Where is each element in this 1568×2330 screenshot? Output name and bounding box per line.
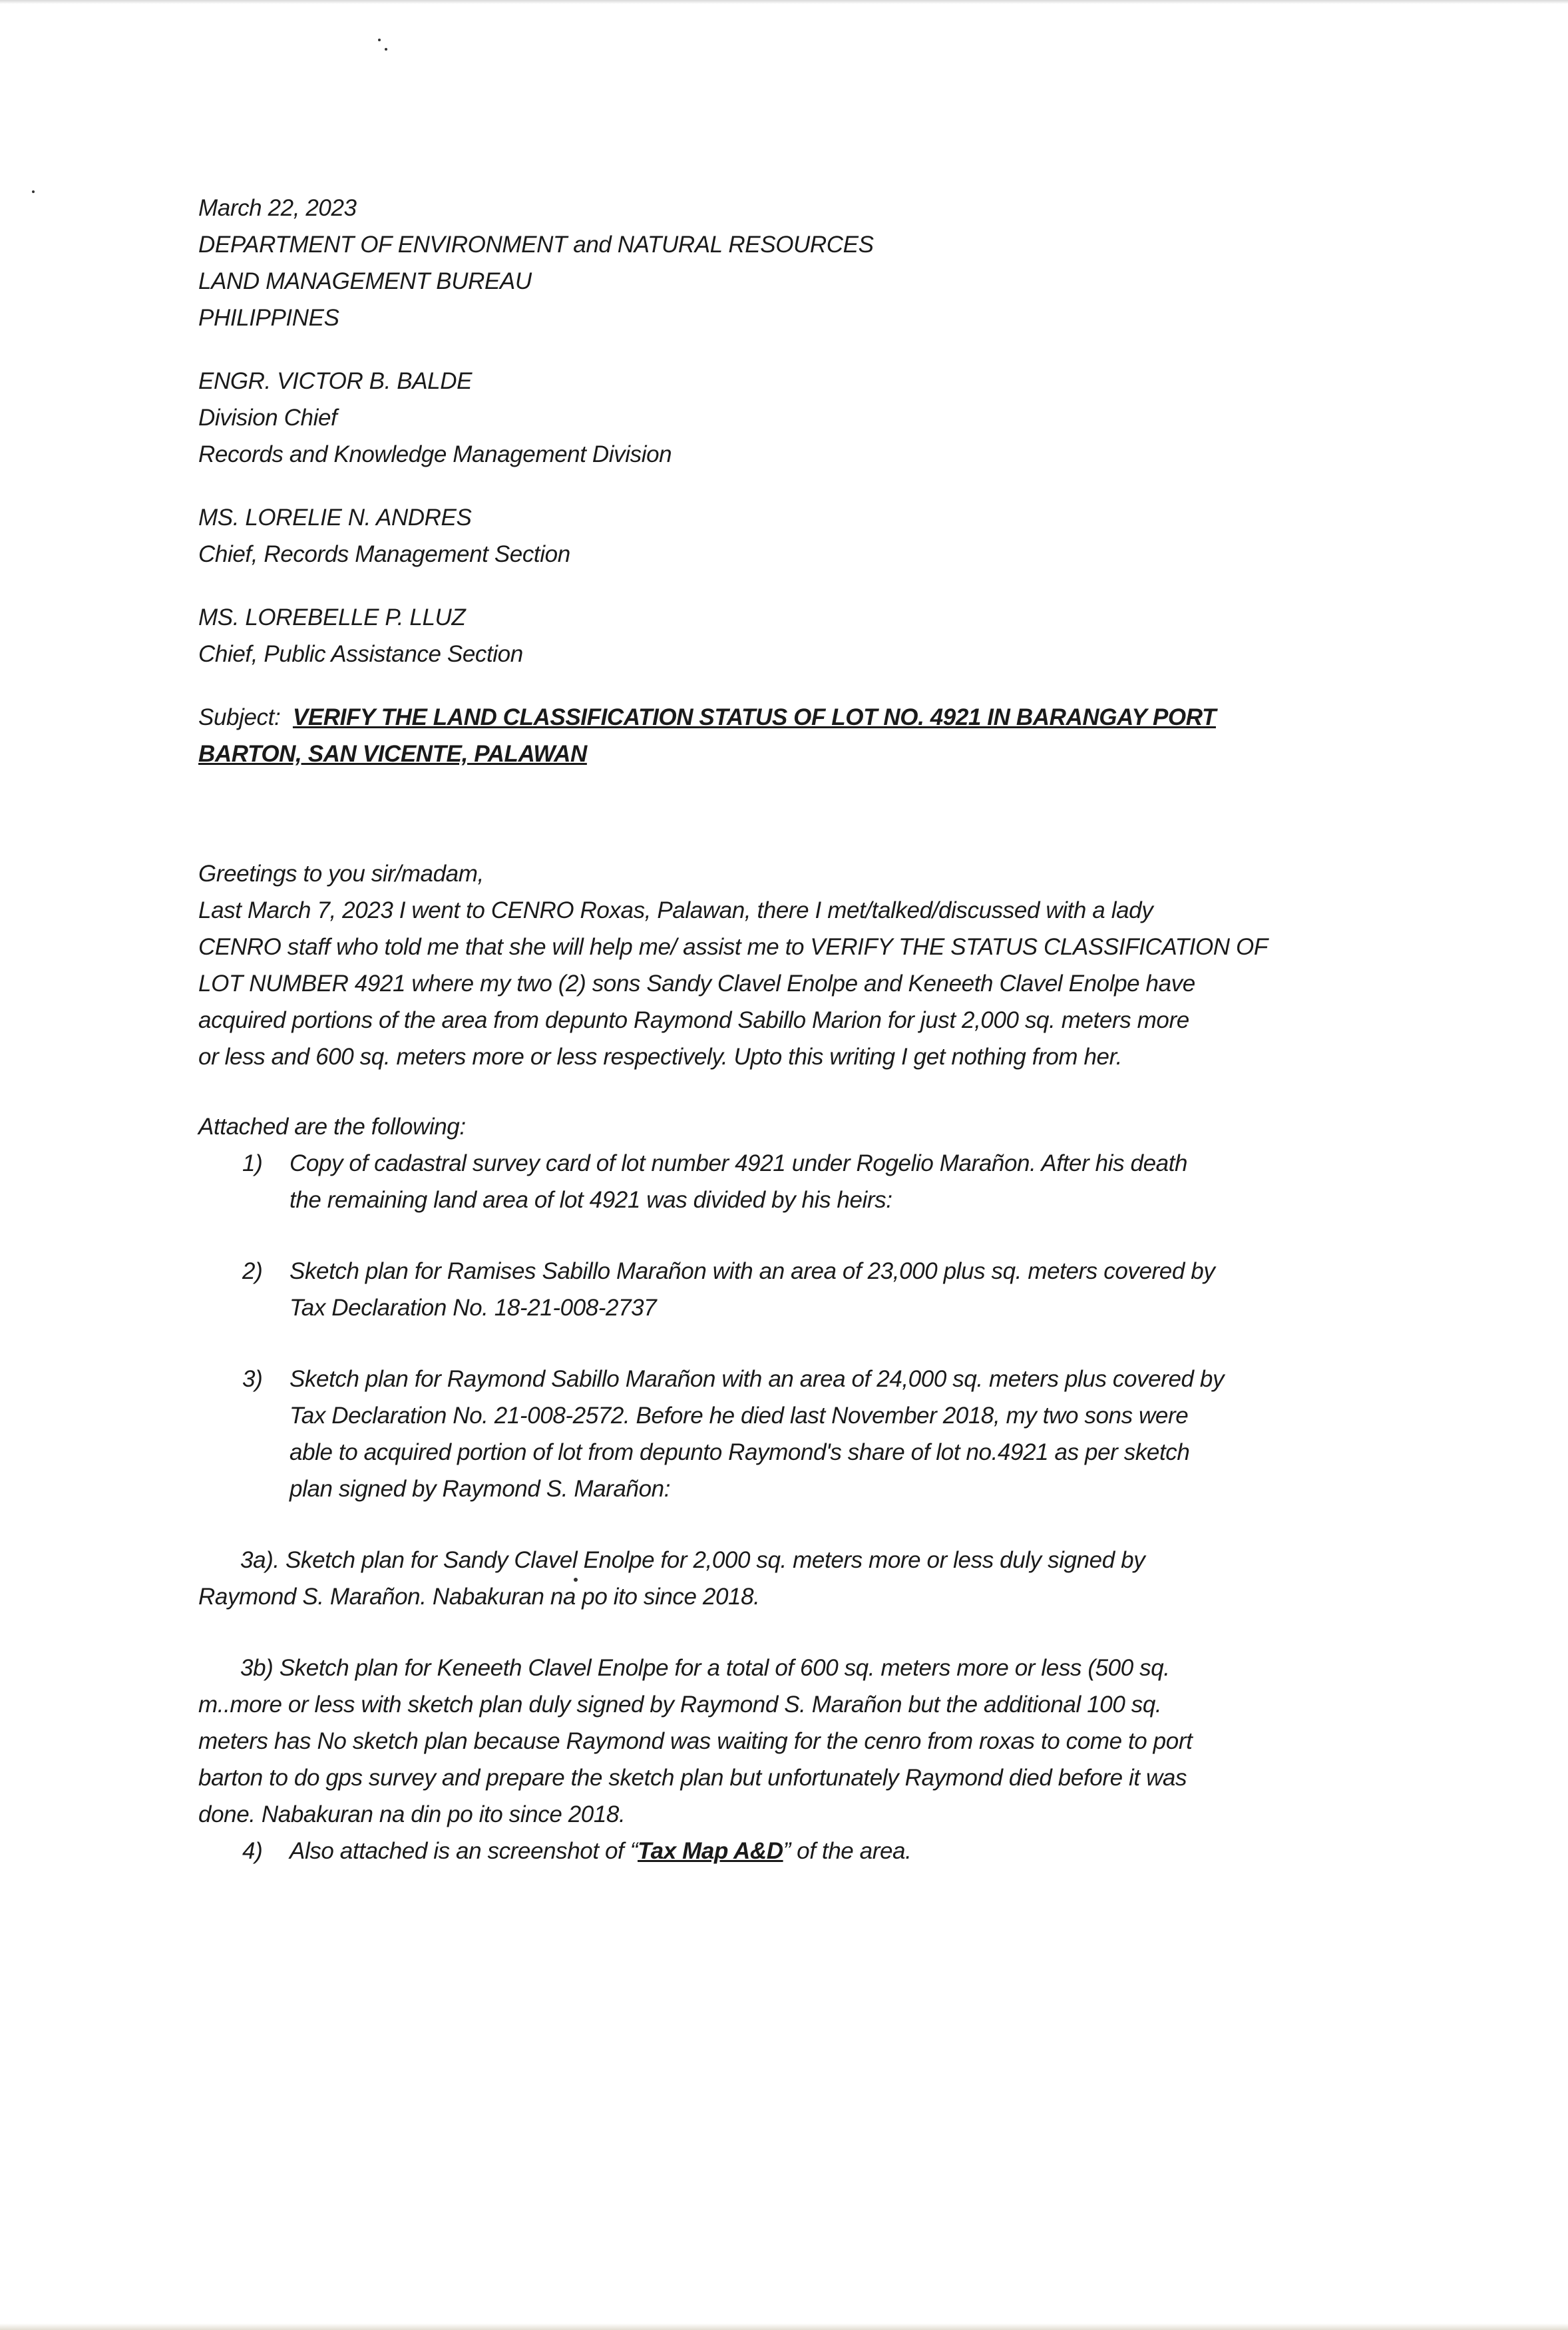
quote-close: ” [783, 1838, 791, 1864]
sub-item-3b [198, 1650, 1356, 1833]
attachment-item-3 [198, 1361, 1356, 1507]
body-paragraph [198, 892, 1356, 1075]
item-line [290, 1833, 1356, 1869]
item-number: 1) [242, 1150, 263, 1176]
greeting: Greetings to you sir/madam, [198, 861, 484, 887]
stray-mark [32, 190, 35, 193]
item4-suffix: of the area. [790, 1838, 912, 1864]
letter-body [198, 190, 1356, 1869]
sub-item-line: 3a). Sketch plan for Sandy Clavel Enolpe for 2,000 sq. meters more or less duly signed by [240, 1547, 1145, 1573]
org-line: PHILIPPINES [198, 305, 339, 331]
body-line: Last March 7, 2023 I went to CENRO Roxas, Palawan, there I met/talked/discussed with a lady [198, 897, 1153, 923]
subject-label: Subject: [198, 704, 281, 730]
subject-block [198, 699, 1356, 772]
stray-mark [385, 48, 387, 51]
attachments-heading: Attached are the following: [198, 1114, 466, 1140]
item-number: 4) [242, 1838, 263, 1864]
body-line: or less and 600 sq. meters more or less respectively. Upto this writing I get nothing from her. [198, 1044, 1122, 1070]
recipient-organization [198, 226, 1356, 336]
item-line: Sketch plan for Ramises Sabillo Marañon with an area of 23,000 plus sq. meters covered by [290, 1258, 1215, 1284]
addressee-name: MS. LOREBELLE P. LLUZ [198, 604, 466, 630]
org-line: LAND MANAGEMENT BUREAU [198, 268, 532, 294]
stray-mark [378, 39, 381, 41]
addressee-title: Division Chief [198, 405, 337, 431]
addressee-title: Chief, Public Assistance Section [198, 641, 523, 667]
addressee-name: MS. LORELIE N. ANDRES [198, 505, 472, 531]
attachments-list [198, 1145, 1356, 1507]
addressee-title: Chief, Records Management Section [198, 541, 570, 567]
page-top-edge [0, 0, 1568, 4]
item-line: Tax Declaration No. 21-008-2572. Before he died last November 2018, my two sons were [290, 1403, 1189, 1429]
sub-item-line: Raymond S. Marañon. Nabakuran na po ito since 2018. [198, 1584, 760, 1610]
sub-item-line: meters has No sketch plan because Raymond was waiting for the cenro from roxas to come to port [198, 1728, 1193, 1754]
item-line: plan signed by Raymond S. Marañon: [290, 1476, 671, 1502]
body-line: CENRO staff who told me that she will help me/ assist me to VERIFY THE STATUS CLASSIFICATION OF [198, 934, 1268, 960]
addressee-unit: Records and Knowledge Management Division [198, 441, 672, 467]
addressee-1 [198, 363, 1356, 473]
attachment-item-4 [198, 1833, 1356, 1869]
sub-item-line: m..more or less with sketch plan duly signed by Raymond S. Marañon but the additional 100 sq. [198, 1692, 1162, 1718]
item-line: Sketch plan for Raymond Sabillo Marañon with an area of 24,000 sq. meters plus covered by [290, 1366, 1225, 1392]
org-line: DEPARTMENT OF ENVIRONMENT and NATURAL RESOURCES [198, 232, 874, 258]
addressee-3 [198, 599, 1356, 672]
body-line: LOT NUMBER 4921 where my two (2) sons Sandy Clavel Enolpe and Keneeth Clavel Enolpe have [198, 971, 1195, 997]
subject-title-part-1: VERIFY THE LAND CLASSIFICATION STATUS OF LOT NO. 4921 IN BARANGAY PORT [292, 704, 1216, 730]
attachment-item-2 [198, 1253, 1356, 1326]
page-bottom-edge [0, 2323, 1568, 2330]
item4-prefix: Also attached is an screenshot of [290, 1838, 630, 1864]
quote-open: “ [630, 1838, 638, 1864]
subject-line-1 [198, 699, 1356, 736]
body-line: acquired portions of the area from depunto Raymond Sabillo Marion for just 2,000 sq. meters more [198, 1007, 1189, 1033]
sub-item-line: 3b) Sketch plan for Keneeth Clavel Enolpe for a total of 600 sq. meters more or less (500 sq. [240, 1655, 1170, 1681]
sub-item-line: done. Nabakuran na din po ito since 2018. [198, 1801, 626, 1827]
item-line: the remaining land area of lot 4921 was divided by his heirs: [290, 1187, 892, 1213]
item-line: Copy of cadastral survey card of lot number 4921 under Rogelio Marañon. After his death [290, 1150, 1188, 1176]
attachment-item-1 [198, 1145, 1356, 1218]
item-line: able to acquired portion of lot from depunto Raymond's share of lot no.4921 as per sketch [290, 1439, 1190, 1465]
addressee-2 [198, 499, 1356, 573]
subject-title-part-2: BARTON, SAN VICENTE, PALAWAN [198, 741, 587, 767]
item-number: 2) [242, 1258, 263, 1284]
item-line: Tax Declaration No. 18-21-008-2737 [290, 1295, 657, 1321]
addressee-name: ENGR. VICTOR B. BALDE [198, 368, 473, 394]
letter-date: March 22, 2023 [198, 195, 357, 221]
sub-item-3a [198, 1542, 1356, 1615]
tax-map-reference: Tax Map A&D [637, 1838, 783, 1864]
sub-item-line: barton to do gps survey and prepare the sketch plan but unfortunately Raymond died before it was [198, 1765, 1187, 1791]
item-number: 3) [242, 1366, 263, 1392]
